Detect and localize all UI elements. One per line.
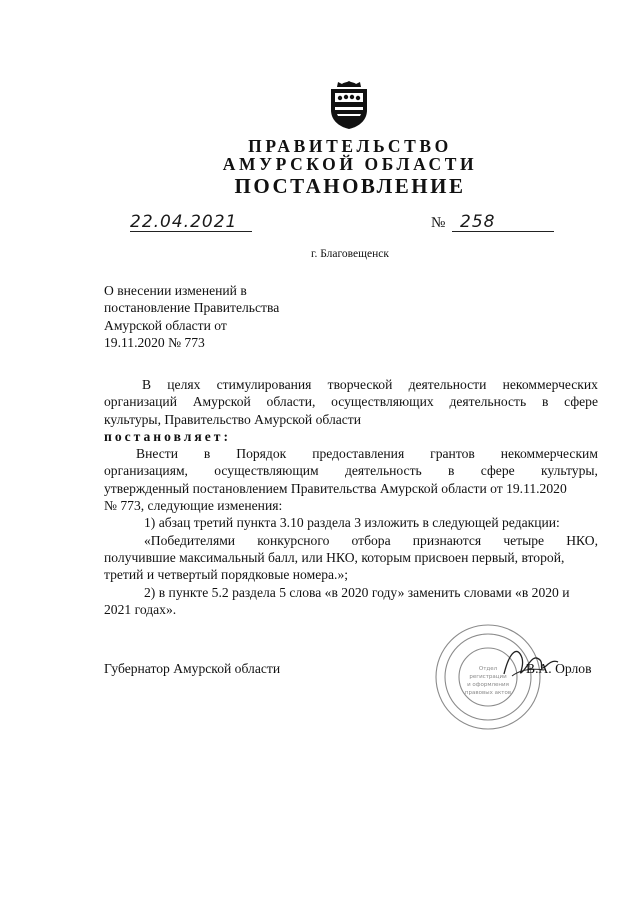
word: организаций xyxy=(104,394,177,410)
word: стимулирования xyxy=(216,377,312,392)
word: деятельность xyxy=(449,394,527,410)
word: в xyxy=(541,394,549,410)
org-name-line2: АМУРСКОЙ ОБЛАСТИ xyxy=(222,154,478,174)
word: № 773, следующие изменения: xyxy=(104,498,283,514)
quote-line xyxy=(104,532,598,549)
signer-position: Губернатор Амурской области xyxy=(104,661,281,676)
word: НКО, xyxy=(566,532,598,548)
document-type: ПОСТАНОВЛЕНИЕ xyxy=(234,174,466,198)
quote-line xyxy=(104,566,598,583)
subject-line: О внесении изменений в xyxy=(104,283,247,298)
word: области, xyxy=(266,394,316,410)
subject-line: постановление Правительства xyxy=(104,300,280,316)
word: предоставления xyxy=(312,446,405,462)
document-number: 258 xyxy=(452,213,554,232)
word: Порядок xyxy=(236,446,287,462)
item-2-line xyxy=(104,601,598,618)
document-body xyxy=(104,376,598,618)
stamp-line: и оформления xyxy=(467,682,509,688)
word: получившие максимальный балл, или НКО, которым присвоен первый, второй, xyxy=(104,549,565,565)
word: творческой xyxy=(327,377,393,392)
word: целях xyxy=(167,377,201,392)
document-subject xyxy=(104,282,279,351)
word: отбора xyxy=(351,532,391,548)
word: в xyxy=(448,463,455,479)
word: 2021 годах». xyxy=(104,601,177,617)
signer-name: В.А. Орлов xyxy=(526,661,592,676)
quote-line xyxy=(104,549,598,566)
item-1: 1) абзац третий пункта 3.10 раздела 3 изложить в следующей редакции: xyxy=(144,515,560,531)
number-label: № xyxy=(431,215,446,231)
preamble-line xyxy=(104,411,598,428)
word: грантов xyxy=(430,446,475,462)
word: осуществляющим xyxy=(214,463,319,479)
word: культуры, xyxy=(540,463,598,479)
preamble-line xyxy=(104,393,598,410)
word: деятельность xyxy=(344,463,422,479)
word: «Победителями xyxy=(144,532,236,548)
word: четыре xyxy=(503,532,545,548)
clause-line xyxy=(104,445,598,462)
subject-line: 19.11.2020 № 773 xyxy=(104,334,205,350)
word: 2) в пункте 5.2 раздела 5 слова «в 2020 году» заменить словами «в 2020 и xyxy=(144,584,570,600)
subject-line: Амурской области от xyxy=(104,317,227,333)
document-date: 22.04.2021 xyxy=(130,213,252,232)
clause-line xyxy=(104,497,598,514)
resolve-word: постановляет: xyxy=(104,428,231,444)
word: некоммерческим xyxy=(500,446,598,462)
word: Внести xyxy=(136,446,178,462)
item-2-line xyxy=(104,584,598,601)
word: в xyxy=(203,446,211,462)
word: третий и четвертый порядковые номера.»; xyxy=(104,567,349,583)
word: сфере xyxy=(564,394,598,410)
city-line: г. Благовещенск xyxy=(311,248,389,260)
word: Амурской xyxy=(192,394,251,410)
word: некоммерческих xyxy=(502,377,598,392)
word: организациям, xyxy=(104,463,188,479)
word: утвержденный постановлением Правительства Амурской области от 19.11.2020 xyxy=(104,480,567,496)
word: конкурсного xyxy=(257,532,330,548)
clause-line xyxy=(104,480,598,497)
clause-line xyxy=(104,462,598,479)
stamp-line: регистрации xyxy=(469,674,507,680)
word: признаются xyxy=(412,532,482,548)
word: культуры, Правительство Амурской области xyxy=(104,411,362,427)
word: В xyxy=(142,377,152,392)
word: деятельности xyxy=(408,377,487,392)
preamble-line xyxy=(104,376,598,393)
word: сфере xyxy=(480,463,515,479)
coat-of-arms-emblem xyxy=(327,80,371,130)
stamp-line: правовых актов xyxy=(464,690,512,696)
org-name-line1: ПРАВИТЕЛЬСТВО xyxy=(248,136,452,156)
word: осуществляющих xyxy=(331,394,434,410)
stamp-line: Отдел xyxy=(478,666,498,672)
